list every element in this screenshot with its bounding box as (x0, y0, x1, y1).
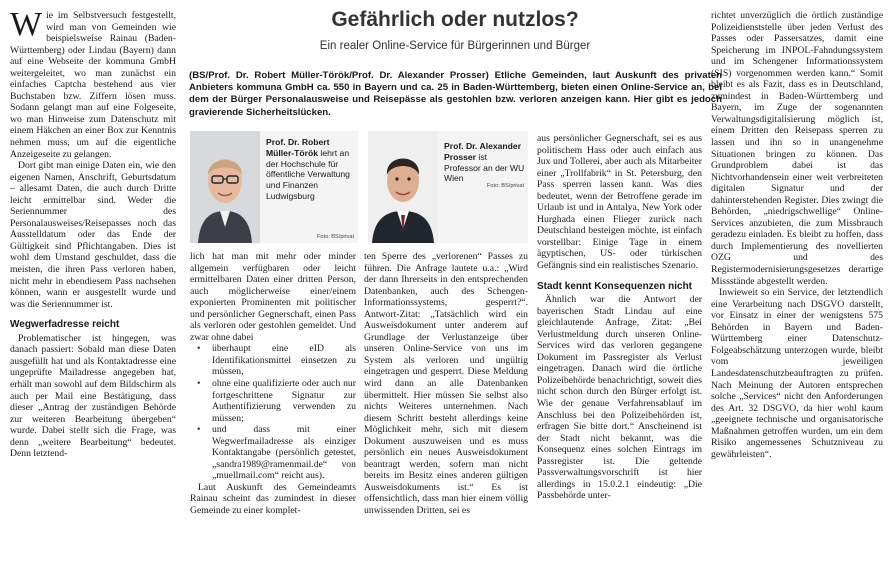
photo-1-caption-name: Prof. Dr. Robert Müller-Török (266, 137, 330, 158)
intro-paragraph (10, 10, 176, 160)
photo-1-credit: Foto: BS/privat (317, 234, 354, 240)
body-paragraph: Inwieweit so ein Service, der letztendlich eine Verarbeitung nach DSGVO darstellt, vor Einsatz in einer der wenigstens 575 Behörden in Bayern und Baden-Württemberg einer Datenschutz-Folgeabschätzung unterzogen wurde, bleibt vom jeweiligen Landesdatenschutzbeauftragten zu prüfen. Nach Meinung der Autoren entsprechen solche „Services“ nicht den Anforderungen des Art. 32 DSGVO, da hier wohl kaum „geeignete technische und organisatorische Maßnahmen getroffen wurden, um ein dem Risiko angemessenes Schutzniveau zu gewährleisten“. (711, 287, 883, 460)
subheading-wegwerfadresse: Wegwerfadresse reicht (10, 319, 120, 331)
portrait-mueller-toeroek (190, 131, 260, 243)
bullet-item: • überhaupt eine eID als Identifikationsmittel einsetzen zu müssen, (212, 343, 356, 378)
drop-cap: W (10, 10, 43, 43)
article-column-1 (10, 10, 176, 572)
body-paragraph: Dort gibt man einige Daten ein, wie den eigenen Namen, Anschrift, Geburtsdatum – allesamt Daten, die auch durch Dritte leicht ermittelbar sind. Weder die Seriennummer des Personalausweises/Reisepasses noch das Ausstelldatum oder das Ende der Gültigkeit sind Pflichtangaben. Dies ist wohl dem Umstand geschuldet, dass die meisten, die ihren Pass verloren haben, nicht mehr in ebendiesem Pass nachsehen können, wann er ausgestellt wurde und was die Seriennummer ist. (10, 160, 176, 310)
bullet-item: • ohne eine qualifizierte oder auch nur fortgeschrittene Signatur zur Authentifizierung verwenden zu müssen; (212, 378, 356, 424)
body-paragraph: richtet unverzüglich die örtlich zuständige Polizeidienststelle über jeden Verlust des Passes oder Passersatzes, damit eine Speicherung im INPOL-Fahndungssystem und im Schengener Informationssystem (SIS) vorgenommen werden kann.“ Somit bleibt es als Fazit, dass es in Deutschland, zumindest in Baden-Württemberg und Bayern, im Zuge der sogenannten Verwaltungsdigitalisierung möglich ist, einem Dritten den Reisepass sperren zu lassen und ihn so in unangenehme Situationen bringen zu können. Das Grundproblem dabei ist das Nichtvorhandensein einer weit verbreiteten digitalen Signatur und der dahinterstehenden Register. Dies zwingt die Behörden, „niedrigschwellige“ Online-Services anzubieten, die zum Missbrauch geradezu einladen. Es bleibt zu hoffen, dass durch Implementierung des novellierten OZG und des Registermodernisierungsgesetzes derartige Missstände abgestellt werden. (711, 10, 883, 287)
body-paragraph: lich hat man mit mehr oder minder allgemein verfügbaren oder leicht ermittelbaren Daten einer dritten Person, auch möglicherweise einer/einem exponierten Prominenten mit politischer und persönlicher Gegnerschaft, einen Pass als verloren oder gestohlen gemeldet. Und zwar ohne dabei (190, 251, 356, 343)
subheadline: Ein realer Online-Service für Bürgerinnen und Bürger (319, 40, 591, 52)
body-paragraph: ten Sperre des „verlorenen“ Passes zu führen. Die Anfrage lautete u.a.: „Wird der dann Ihrerseits in den entsprechenden Datenbanken, auch des Schengen-Informationssystems, gesperrt?“. Antwort-Zitat: „Tatsächlich wird ein Ausweisdokument unter anderem auf Grundlage der Verlustanzeige über unseren Online-Service von uns im System als verloren und ungültig eingetragen und gesperrt. Diese Meldung wird dann an alle Datenbanken übermittelt. Hier müssen Sie selbst also nichts Weiteres unternehmen. Nach diesem Schritt besteht allerdings keine Möglichkeit mehr, sich mit diesem Dokument auszuweisen und es muss persönlich ein neues Ausweisdokument beantragt werden, sofern man nicht bereits im Besitz eines anderen gültigen Ausweisdokuments ist.“ Es ist offensichtlich, dass man hier einem völlig unwissenden Dritten, sei es (364, 251, 528, 517)
photo-1-caption-text: lehrt an der Hochschule für öffentliche Verwaltung und Finanzen Ludwigsburg (266, 147, 350, 201)
photo-2-caption (444, 141, 526, 184)
author-photo-1 (190, 131, 358, 243)
photo-1-caption (266, 137, 356, 202)
portrait-prosser (368, 131, 438, 243)
bullet-list (190, 343, 356, 482)
article-column-2 (190, 251, 356, 572)
lead-paragraph: (BS/Prof. Dr. Robert Müller-Török/Prof. Dr. Alexander Prosser) Etliche Gemeinden, laut Auskunft des privaten Anbieters kommuna GmbH ca. 550 in Bayern und ca. 25 in Baden-Württemberg, bieten einen Online-Service an, bei dem der Bürger Personalausweise und Reisepässe als gestohlen bzw. verloren anzeigen kann. Hier gibt es jedoch gravierende Sicherheitslücken. (189, 70, 722, 118)
body-paragraph: aus persönlicher Gegnerschaft, sei es aus politischem Hass oder auch einfach aus Jux und Tollerei, aber auch als Mitarbeiter einer „Trollfabrik“ in St. Petersburg, den Pass sperren lassen kann. Was dies bedeutet, wenn der Betroffene gerade im Urlaub ist und in Antalya, New York oder Hurghada einen Flieger zurück nach Deutschland besteigen möchte, ist einfach vorstellbar: Einige Tage in einem ägyptischen, US- oder türkischen Gefängnis sind ein realistisches Szenario. (537, 133, 702, 272)
author-photo-2 (368, 131, 528, 243)
bullet-item: • und dass mit einer Wegwerfmailadresse als einziger Kontaktangabe (persönlich getestet, „sandra1989@ramenmail.de“ von „muellmail.com“ reicht aus). (212, 424, 356, 482)
subheading-konsequenzen: Stadt kennt Konsequenzen nicht (537, 280, 693, 292)
body-paragraph: Ähnlich war die Antwort der bayerischen Stadt Lindau auf eine gleichlautende Anfrage, Zitat: „Bei Verlustmeldung durch unseren Online-Services wird das verloren gegangene Dokument im Passregister als Verlust eingetragen. Danach wird die örtliche Polizeibehörde benachrichtigt, soweit dies nicht schon durch den Bürger erfolgt ist. Wie der genaue Verfahrensablauf im Anschluss bei den Polizeibehörden ist, erfragen Sie bitte dort.“ Anscheinend ist der Stadt nicht bekannt, was die Konsequenz eines solchen Eintrags im Passregister ist. Die geltende Passverwaltungsvorschrift ist hier allerdings in 15.0.2.1 eindeutig: „Die Passbehörde unter- (537, 294, 702, 502)
article-column-4 (537, 133, 702, 572)
person-portrait-icon (368, 131, 438, 243)
article-column-3 (364, 251, 528, 572)
article-column-5 (711, 10, 883, 572)
headline: Gefährlich oder nutzlos? (331, 8, 579, 31)
photo-2-caption-text: ist Professor an der WU Wien (444, 151, 525, 184)
body-paragraph: Problematischer ist hingegen, was danach passiert: Sobald man diese Daten ausgefüllt hat und als Kontaktadresse eine ungeprüfte Mailadresse angegeben hat, erhält man sowohl auf dem Bildschirm als auch per Mail eine Bestätigung, dass dieser „Antrag der zuständigen Behörde zur weiteren Bearbeitung übergeben“ wurde. Dabei stellt sich die Frage, was denn „weitere Bearbeitung“ bedeutet. Denn letztend- (10, 332, 176, 460)
person-portrait-icon (190, 131, 260, 243)
photo-2-caption-name: Prof. Dr. Alexander Prosser (444, 141, 522, 162)
body-paragraph: Laut Auskunft des Gemeindeamts Rainau scheint das zumindest in dieser Gemeinde zu einer komplet- (190, 481, 356, 517)
intro-text: ie im Selbstversuch festgestellt, wird man von Gemeinden wie beispielsweise Rainau (Baden-Württemberg) oder Lindau (Bayern) dann auf eine Webseite der kommuna GmbH weitergeleitet, wo man zunächst ein einfaches Captcha bestehend aus vier Buchstaben bzw. Ziffern lösen muss. Sodann gelangt man auf eine Folgeseite, wo man Hinweise zum Datenschutz mit einem Häkchen an einer Box zur Kenntnis nehmen muss, um auf die eigentliche Anzeigeseite zu gelangen. (10, 10, 176, 160)
photo-2-credit: Foto: BS/privat (487, 183, 524, 189)
